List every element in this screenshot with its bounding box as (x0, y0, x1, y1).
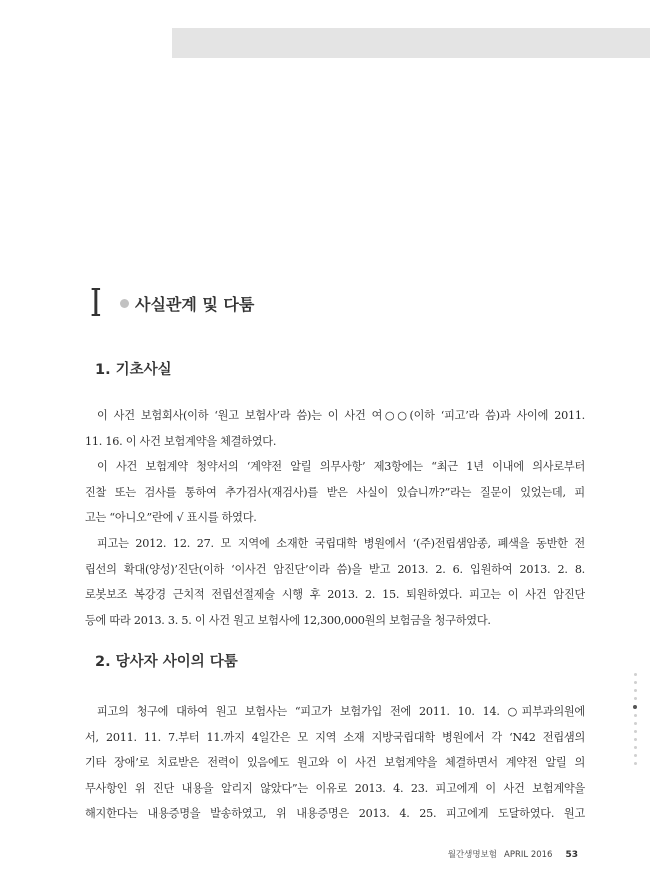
text-line: 진찰 또는 검사를 통하여 추가검사(재검사)를 받은 사실이 있습니까?”라는 질문이 있었는데, 피 (85, 485, 585, 499)
text-line: 이 사건 보험계약 청약서의 ‘계약전 알릴 의무사항’ 제3항에는 “최근 1년 이내에 의사로부터 (97, 460, 585, 474)
progress-dot (634, 722, 637, 725)
page-number: 53 (565, 850, 578, 860)
progress-dot (634, 697, 637, 700)
text-line: 이 사건 보험회사(이하 ‘원고 보험사’라 씀)는 이 사건 여○○(이하 ‘피고’라 씀)과 사이에 2011. (97, 409, 585, 422)
footer-issue: APRIL 2016 (504, 850, 553, 860)
subsection-heading-dispute: 2. 당사자 사이의 다툼 (95, 654, 238, 670)
paragraph-basic-facts (85, 403, 585, 633)
bullet-dot-icon (120, 299, 129, 308)
progress-dot (634, 738, 637, 741)
text-line: 기타 장애’로 치료받은 전력이 있음에도 원고와 이 사건 보험계약을 체결하면서 계약전 알릴 의 (85, 756, 585, 770)
progress-dot (634, 730, 637, 733)
text-line: 등에 따라 2013. 3. 5. 이 사건 원고 보험사에 12,300,000원의 보험금을 청구하였다. (85, 613, 491, 627)
page-progress-dots (632, 673, 638, 770)
text-line: 서, 2011. 11. 7.부터 11.까지 4일간은 모 지역 소재 지방국립대학 병원에서 각 ‘N42 전립샘의 (85, 730, 585, 744)
text-line: 립선의 확대(양성)’진단(이하 ‘이사건 암진단’이라 씀)을 받고 2013. 2. 6. 입원하여 2013. 2. 8. (85, 562, 585, 576)
progress-dot (634, 673, 637, 676)
text-line: 고는 “아니오”란에 √ 표시를 하였다. (85, 511, 257, 525)
text-line: 피고는 2012. 12. 27. 모 지역에 소재한 국립대학 병원에서 ‘(주)전립샘암종, 폐색을 동반한 전 (97, 536, 585, 550)
progress-dot (634, 762, 637, 765)
progress-dot-active (633, 705, 637, 709)
progress-dot (634, 754, 637, 757)
progress-dot (634, 689, 637, 692)
section-numeral: I (90, 281, 102, 325)
page-footer (448, 848, 578, 860)
text-line: 11. 16. 이 사건 보험계약을 체결하였다. (85, 434, 277, 448)
paragraph-dispute (85, 699, 585, 827)
footer-magazine-name: 월간생명보험 (447, 850, 498, 860)
text-line: 무사항인 위 진단 내용을 알리지 않았다”는 이유로 2013. 4. 23. 피고에게 이 사건 보험계약을 (85, 781, 585, 795)
text-line: 피고의 청구에 대하여 원고 보험사는 “피고가 보험가입 전에 2011. 10. 14. ○피부과의원에 (97, 705, 585, 718)
section-heading (90, 283, 254, 323)
text-line: 로봇보조 복강경 근치적 전립선절제술 시행 후 2013. 2. 15. 퇴원하였다. 피고는 이 사건 암진단 (85, 588, 585, 602)
section-title: 사실관계 및 다툼 (135, 294, 255, 314)
progress-dot (634, 746, 637, 749)
text-line: 해지한다는 내용증명을 발송하였고, 위 내용증명은 2013. 4. 25. 피고에게 도달하였다. 원고 (85, 807, 585, 821)
progress-dot (634, 681, 637, 684)
subsection-heading-basic-facts: 1. 기초사실 (95, 362, 172, 378)
header-gray-bar (172, 28, 650, 58)
progress-dot (634, 714, 637, 717)
